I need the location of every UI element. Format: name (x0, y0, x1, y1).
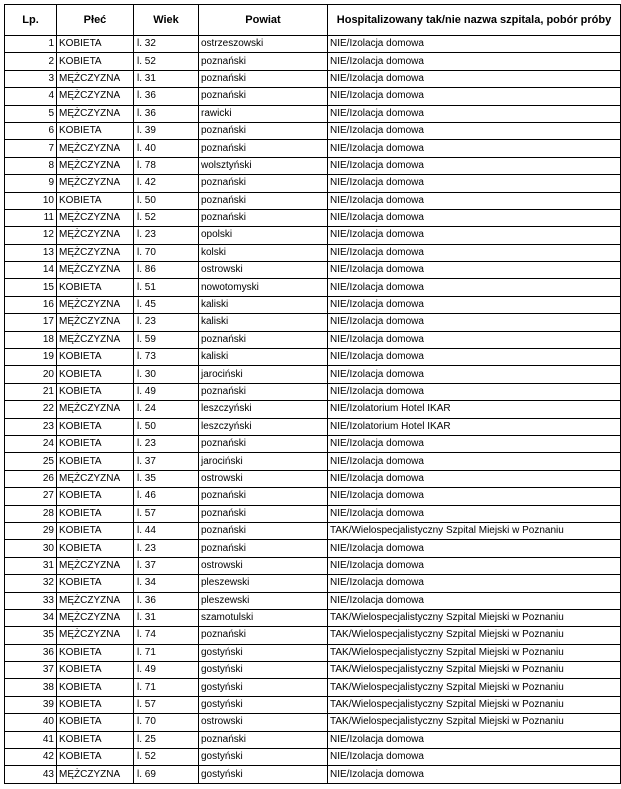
cell-district: poznański (199, 192, 328, 209)
table-row (5, 592, 621, 609)
cell-age: l. 36 (134, 105, 199, 122)
cell-district: ostrowski (199, 557, 328, 574)
cell-hospital: NIE/Izolacja domowa (328, 314, 621, 331)
cell-hospital: NIE/Izolacja domowa (328, 540, 621, 557)
cell-district: gostyński (199, 749, 328, 766)
cell-age: l. 86 (134, 262, 199, 279)
table-row (5, 70, 621, 87)
cell-sex: KOBIETA (57, 749, 134, 766)
cell-lp: 11 (5, 209, 57, 226)
cell-hospital: TAK/Wielospecjalistyczny Szpital Miejski w Poznaniu (328, 696, 621, 713)
cell-lp: 21 (5, 383, 57, 400)
cell-age: l. 37 (134, 453, 199, 470)
cell-sex: MĘŻCZYZNA (57, 157, 134, 174)
cell-hospital: NIE/Izolatorium Hotel IKAR (328, 401, 621, 418)
cell-lp: 39 (5, 696, 57, 713)
cell-lp: 34 (5, 609, 57, 626)
cell-hospital: NIE/Izolacja domowa (328, 140, 621, 157)
cell-lp: 28 (5, 505, 57, 522)
cell-sex: KOBIETA (57, 418, 134, 435)
cell-hospital: NIE/Izolacja domowa (328, 383, 621, 400)
cell-lp: 6 (5, 122, 57, 139)
cell-hospital: NIE/Izolacja domowa (328, 366, 621, 383)
cell-hospital: NIE/Izolacja domowa (328, 157, 621, 174)
cell-hospital: NIE/Izolacja domowa (328, 227, 621, 244)
cell-district: poznański (199, 140, 328, 157)
cell-district: wolsztyński (199, 157, 328, 174)
cell-district: pleszewski (199, 575, 328, 592)
cell-sex: MĘŻCZYZNA (57, 627, 134, 644)
cell-sex: KOBIETA (57, 122, 134, 139)
cell-hospital: TAK/Wielospecjalistyczny Szpital Miejski w Poznaniu (328, 522, 621, 539)
table-row (5, 540, 621, 557)
cell-age: l. 57 (134, 505, 199, 522)
cell-lp: 26 (5, 470, 57, 487)
cell-sex: MĘŻCZYZNA (57, 331, 134, 348)
cell-district: jarociński (199, 366, 328, 383)
cell-sex: KOBIETA (57, 575, 134, 592)
cell-age: l. 32 (134, 36, 199, 53)
cell-sex: KOBIETA (57, 453, 134, 470)
cell-lp: 18 (5, 331, 57, 348)
cell-lp: 30 (5, 540, 57, 557)
table-row (5, 557, 621, 574)
cell-lp: 43 (5, 766, 57, 783)
cell-age: l. 23 (134, 435, 199, 452)
table-row (5, 766, 621, 783)
cell-hospital: NIE/Izolacja domowa (328, 453, 621, 470)
table-row (5, 314, 621, 331)
table-row (5, 488, 621, 505)
cell-district: gostyński (199, 662, 328, 679)
cell-age: l. 34 (134, 575, 199, 592)
table-row (5, 175, 621, 192)
cell-sex: KOBIETA (57, 696, 134, 713)
table-row (5, 227, 621, 244)
header-district: Powiat (199, 5, 328, 36)
header-lp: Lp. (5, 5, 57, 36)
table-row (5, 36, 621, 53)
table-row (5, 279, 621, 296)
cell-sex: KOBIETA (57, 192, 134, 209)
cell-district: gostyński (199, 679, 328, 696)
table-row (5, 366, 621, 383)
cell-lp: 31 (5, 557, 57, 574)
cell-lp: 10 (5, 192, 57, 209)
cell-hospital: NIE/Izolacja domowa (328, 36, 621, 53)
cell-sex: MĘŻCZYZNA (57, 227, 134, 244)
cell-lp: 24 (5, 435, 57, 452)
cell-hospital: NIE/Izolacja domowa (328, 244, 621, 261)
cell-lp: 4 (5, 88, 57, 105)
cell-district: leszczyński (199, 401, 328, 418)
cell-sex: MĘŻCZYZNA (57, 140, 134, 157)
table-row (5, 505, 621, 522)
cell-hospital: TAK/Wielospecjalistyczny Szpital Miejski w Poznaniu (328, 609, 621, 626)
cell-age: l. 45 (134, 296, 199, 313)
cell-lp: 33 (5, 592, 57, 609)
table-row (5, 609, 621, 626)
cell-age: l. 49 (134, 662, 199, 679)
cell-lp: 14 (5, 262, 57, 279)
cell-lp: 19 (5, 349, 57, 366)
table-row (5, 749, 621, 766)
cell-hospital: NIE/Izolacja domowa (328, 592, 621, 609)
table-row (5, 470, 621, 487)
table-row (5, 696, 621, 713)
cell-district: rawicki (199, 105, 328, 122)
table-body (5, 36, 621, 784)
cell-district: opolski (199, 227, 328, 244)
cell-sex: MĘŻCZYZNA (57, 209, 134, 226)
cell-lp: 7 (5, 140, 57, 157)
cell-sex: KOBIETA (57, 279, 134, 296)
table-row (5, 401, 621, 418)
cell-lp: 40 (5, 714, 57, 731)
cell-sex: MĘŻCZYZNA (57, 105, 134, 122)
cell-lp: 1 (5, 36, 57, 53)
header-row (5, 5, 621, 36)
table-row (5, 714, 621, 731)
cell-hospital: NIE/Izolacja domowa (328, 470, 621, 487)
cell-district: poznański (199, 53, 328, 70)
cell-sex: MĘŻCZYZNA (57, 70, 134, 87)
cell-lp: 29 (5, 522, 57, 539)
cell-district: poznański (199, 122, 328, 139)
cell-sex: KOBIETA (57, 522, 134, 539)
cell-district: kaliski (199, 296, 328, 313)
cell-sex: KOBIETA (57, 714, 134, 731)
cell-district: gostyński (199, 696, 328, 713)
cell-sex: MĘŻCZYZNA (57, 262, 134, 279)
cell-hospital: NIE/Izolacja domowa (328, 296, 621, 313)
cell-age: l. 23 (134, 314, 199, 331)
cell-lp: 17 (5, 314, 57, 331)
cell-district: ostrowski (199, 470, 328, 487)
cell-sex: MĘŻCZYZNA (57, 314, 134, 331)
cell-hospital: NIE/Izolacja domowa (328, 175, 621, 192)
table-row (5, 157, 621, 174)
table-row (5, 192, 621, 209)
cell-district: ostrowski (199, 714, 328, 731)
cell-lp: 36 (5, 644, 57, 661)
cell-age: l. 25 (134, 731, 199, 748)
cell-district: ostrowski (199, 262, 328, 279)
cell-sex: MĘŻCZYZNA (57, 557, 134, 574)
cell-age: l. 30 (134, 366, 199, 383)
cell-lp: 13 (5, 244, 57, 261)
cell-sex: KOBIETA (57, 36, 134, 53)
cell-hospital: NIE/Izolacja domowa (328, 209, 621, 226)
cell-sex: MĘŻCZYZNA (57, 401, 134, 418)
cell-age: l. 59 (134, 331, 199, 348)
cell-sex: MĘŻCZYZNA (57, 470, 134, 487)
cell-age: l. 31 (134, 609, 199, 626)
cell-age: l. 70 (134, 714, 199, 731)
cell-district: poznański (199, 70, 328, 87)
table-row (5, 349, 621, 366)
cell-age: l. 42 (134, 175, 199, 192)
table-row (5, 262, 621, 279)
cell-hospital: NIE/Izolacja domowa (328, 192, 621, 209)
cell-hospital: NIE/Izolatorium Hotel IKAR (328, 418, 621, 435)
header-sex: Płeć (57, 5, 134, 36)
cell-district: poznański (199, 209, 328, 226)
cell-sex: KOBIETA (57, 644, 134, 661)
cell-lp: 15 (5, 279, 57, 296)
table-row (5, 662, 621, 679)
cell-district: leszczyński (199, 418, 328, 435)
table-row (5, 435, 621, 452)
cell-hospital: NIE/Izolacja domowa (328, 70, 621, 87)
cell-age: l. 36 (134, 592, 199, 609)
cell-district: kaliski (199, 314, 328, 331)
cell-sex: KOBIETA (57, 731, 134, 748)
table-row (5, 522, 621, 539)
cell-age: l. 71 (134, 644, 199, 661)
cell-hospital: NIE/Izolacja domowa (328, 505, 621, 522)
cell-age: l. 23 (134, 227, 199, 244)
cell-lp: 25 (5, 453, 57, 470)
cell-district: poznański (199, 175, 328, 192)
cell-age: l. 57 (134, 696, 199, 713)
cell-age: l. 23 (134, 540, 199, 557)
cell-sex: KOBIETA (57, 349, 134, 366)
cell-lp: 20 (5, 366, 57, 383)
cell-lp: 38 (5, 679, 57, 696)
cell-district: jarociński (199, 453, 328, 470)
cell-sex: KOBIETA (57, 488, 134, 505)
cell-lp: 23 (5, 418, 57, 435)
table-row (5, 331, 621, 348)
cell-lp: 8 (5, 157, 57, 174)
cell-sex: KOBIETA (57, 53, 134, 70)
table-row (5, 140, 621, 157)
cell-hospital: NIE/Izolacja domowa (328, 105, 621, 122)
cell-district: szamotulski (199, 609, 328, 626)
cell-sex: MĘŻCZYZNA (57, 592, 134, 609)
cell-hospital: NIE/Izolacja domowa (328, 331, 621, 348)
cell-age: l. 36 (134, 88, 199, 105)
table-row (5, 627, 621, 644)
cell-age: l. 50 (134, 418, 199, 435)
cell-district: poznański (199, 522, 328, 539)
cell-hospital: NIE/Izolacja domowa (328, 349, 621, 366)
cell-age: l. 73 (134, 349, 199, 366)
table-row (5, 644, 621, 661)
table-row (5, 88, 621, 105)
cell-lp: 41 (5, 731, 57, 748)
cell-lp: 22 (5, 401, 57, 418)
cell-sex: KOBIETA (57, 662, 134, 679)
cell-age: l. 50 (134, 192, 199, 209)
cell-sex: MĘŻCZYZNA (57, 766, 134, 783)
table-row (5, 453, 621, 470)
table-row (5, 122, 621, 139)
cell-lp: 35 (5, 627, 57, 644)
cell-lp: 9 (5, 175, 57, 192)
table-row (5, 383, 621, 400)
cell-district: poznański (199, 331, 328, 348)
cell-lp: 32 (5, 575, 57, 592)
cell-age: l. 31 (134, 70, 199, 87)
table-row (5, 105, 621, 122)
cell-district: poznański (199, 383, 328, 400)
table-row (5, 679, 621, 696)
cell-district: kaliski (199, 349, 328, 366)
cell-district: poznański (199, 88, 328, 105)
cell-district: gostyński (199, 644, 328, 661)
table-row (5, 296, 621, 313)
cell-hospital: NIE/Izolacja domowa (328, 557, 621, 574)
table-row (5, 209, 621, 226)
cell-age: l. 70 (134, 244, 199, 261)
table-row (5, 53, 621, 70)
cell-district: poznański (199, 488, 328, 505)
cell-hospital: NIE/Izolacja domowa (328, 488, 621, 505)
cell-sex: KOBIETA (57, 679, 134, 696)
header-hospital: Hospitalizowany tak/nie nazwa szpitala, pobór próby (328, 5, 621, 36)
table-row (5, 575, 621, 592)
table-row (5, 244, 621, 261)
cell-district: pleszewski (199, 592, 328, 609)
cell-sex: MĘŻCZYZNA (57, 175, 134, 192)
cell-sex: MĘŻCZYZNA (57, 88, 134, 105)
table-header (5, 5, 621, 36)
cell-hospital: TAK/Wielospecjalistyczny Szpital Miejski w Poznaniu (328, 644, 621, 661)
cell-age: l. 71 (134, 679, 199, 696)
table-row (5, 731, 621, 748)
cell-lp: 42 (5, 749, 57, 766)
cell-hospital: NIE/Izolacja domowa (328, 279, 621, 296)
header-age: Wiek (134, 5, 199, 36)
cell-hospital: NIE/Izolacja domowa (328, 435, 621, 452)
cell-hospital: TAK/Wielospecjalistyczny Szpital Miejski w Poznaniu (328, 627, 621, 644)
cell-district: kolski (199, 244, 328, 261)
cell-hospital: NIE/Izolacja domowa (328, 53, 621, 70)
cell-age: l. 44 (134, 522, 199, 539)
cell-sex: KOBIETA (57, 540, 134, 557)
cell-hospital: NIE/Izolacja domowa (328, 575, 621, 592)
cell-age: l. 52 (134, 53, 199, 70)
cell-district: nowotomyski (199, 279, 328, 296)
cell-age: l. 69 (134, 766, 199, 783)
cell-age: l. 40 (134, 140, 199, 157)
cell-age: l. 46 (134, 488, 199, 505)
cell-hospital: NIE/Izolacja domowa (328, 262, 621, 279)
cell-hospital: NIE/Izolacja domowa (328, 88, 621, 105)
cell-lp: 2 (5, 53, 57, 70)
cell-sex: KOBIETA (57, 435, 134, 452)
cell-age: l. 39 (134, 122, 199, 139)
cell-district: poznański (199, 731, 328, 748)
cell-age: l. 52 (134, 209, 199, 226)
cell-district: poznański (199, 540, 328, 557)
cell-hospital: TAK/Wielospecjalistyczny Szpital Miejski w Poznaniu (328, 662, 621, 679)
cell-district: gostyński (199, 766, 328, 783)
cell-hospital: TAK/Wielospecjalistyczny Szpital Miejski w Poznaniu (328, 714, 621, 731)
cell-lp: 12 (5, 227, 57, 244)
cell-lp: 37 (5, 662, 57, 679)
cell-hospital: NIE/Izolacja domowa (328, 731, 621, 748)
cell-sex: KOBIETA (57, 383, 134, 400)
cell-sex: MĘŻCZYZNA (57, 609, 134, 626)
cell-sex: MĘŻCZYZNA (57, 244, 134, 261)
cell-sex: KOBIETA (57, 366, 134, 383)
cell-district: poznański (199, 505, 328, 522)
cell-district: poznański (199, 627, 328, 644)
cases-table (4, 4, 621, 784)
cell-district: poznański (199, 435, 328, 452)
cell-hospital: NIE/Izolacja domowa (328, 122, 621, 139)
cell-lp: 16 (5, 296, 57, 313)
cell-lp: 5 (5, 105, 57, 122)
cell-age: l. 74 (134, 627, 199, 644)
cell-sex: MĘŻCZYZNA (57, 296, 134, 313)
cell-sex: KOBIETA (57, 505, 134, 522)
cell-age: l. 49 (134, 383, 199, 400)
cell-hospital: NIE/Izolacja domowa (328, 766, 621, 783)
cell-age: l. 35 (134, 470, 199, 487)
cell-age: l. 52 (134, 749, 199, 766)
cell-age: l. 78 (134, 157, 199, 174)
table-row (5, 418, 621, 435)
cell-lp: 27 (5, 488, 57, 505)
cell-hospital: NIE/Izolacja domowa (328, 749, 621, 766)
cell-age: l. 37 (134, 557, 199, 574)
cell-age: l. 51 (134, 279, 199, 296)
cell-lp: 3 (5, 70, 57, 87)
cell-age: l. 24 (134, 401, 199, 418)
cell-hospital: TAK/Wielospecjalistyczny Szpital Miejski w Poznaniu (328, 679, 621, 696)
cell-district: ostrzeszowski (199, 36, 328, 53)
